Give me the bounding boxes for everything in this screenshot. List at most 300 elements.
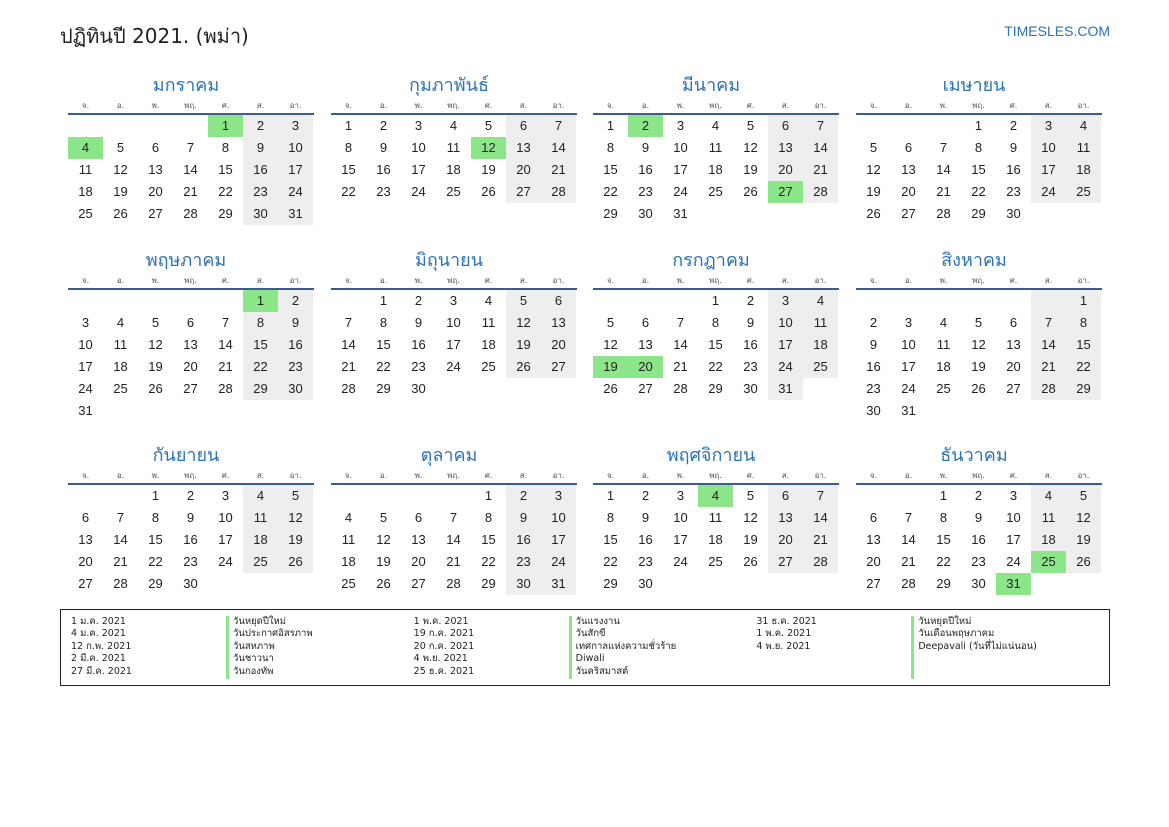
day-cell: 30 — [638, 206, 653, 221]
day-cell: 25 — [243, 551, 278, 573]
weekday-header — [68, 470, 314, 485]
holiday-name: Diwali — [575, 653, 605, 665]
day-cell: 21 — [901, 554, 916, 569]
weekday-label: จ. — [344, 471, 353, 480]
day-cell: 20 — [78, 554, 93, 569]
empty-cell — [856, 115, 891, 137]
day-cell: 2 — [746, 293, 755, 308]
holiday-date: 4 พ.ย. 2021 — [413, 653, 468, 665]
day-cell: 18 — [481, 337, 496, 352]
day-cell: 3 — [449, 293, 458, 308]
day-cell: 13 — [506, 137, 541, 159]
day-cell: 2 — [243, 115, 278, 137]
day-cell: 24 — [673, 554, 688, 569]
day-cell: 16 — [278, 334, 313, 356]
weekday-label: พ. — [414, 101, 423, 110]
weekday-label: จ. — [606, 276, 615, 285]
day-cell: 1 — [974, 118, 983, 133]
page-title: ปฏิทินปี 2021. (พม่า) — [60, 24, 249, 48]
weekday-label: อ. — [379, 471, 388, 480]
day-cell: 10 — [1006, 510, 1021, 525]
day-cell: 17 — [278, 159, 313, 181]
day-cell: 22 — [341, 184, 356, 199]
day-cell: 14 — [1031, 334, 1066, 356]
day-cell: 14 — [673, 337, 688, 352]
day-cell: 6 — [768, 115, 803, 137]
weekday-label: พ. — [151, 276, 160, 285]
weekday-label: ศ. — [1009, 276, 1018, 285]
day-cell: 13 — [1006, 337, 1021, 352]
day-cell: 22 — [708, 359, 723, 374]
day-cell: 3 — [768, 290, 803, 312]
day-cell: 25 — [113, 381, 128, 396]
day-cell: 27 — [768, 181, 803, 203]
weekday-label: ส. — [519, 471, 528, 480]
day-cell: 4 — [1066, 115, 1101, 137]
day-cell: 3 — [278, 115, 313, 137]
day-cell: 10 — [768, 312, 803, 334]
day-cell: 21 — [113, 554, 128, 569]
day-cell: 29 — [481, 576, 496, 591]
week-row — [331, 115, 577, 137]
day-cell: 19 — [1066, 529, 1101, 551]
week-row — [856, 378, 1102, 400]
day-cell: 26 — [481, 184, 496, 199]
empty-cell — [278, 573, 313, 595]
holiday-date: 27 มี.ค. 2021 — [71, 665, 132, 677]
day-cell: 24 — [411, 184, 426, 199]
holiday-date: 4 พ.ย. 2021 — [756, 640, 811, 652]
day-cell: 7 — [803, 115, 838, 137]
day-cell: 22 — [243, 356, 278, 378]
day-cell: 8 — [939, 510, 948, 525]
weekday-label: ศ. — [221, 471, 230, 480]
month-name: มิถุนายน — [414, 250, 484, 271]
day-cell: 17 — [541, 529, 576, 551]
legend-column — [414, 616, 757, 679]
day-cell: 15 — [603, 162, 618, 177]
empty-cell — [698, 203, 733, 225]
week-row — [856, 159, 1102, 181]
empty-cell — [68, 290, 103, 312]
day-cell: 19 — [593, 356, 628, 378]
empty-cell — [856, 290, 891, 312]
week-row — [856, 203, 1102, 225]
day-cell: 14 — [541, 137, 576, 159]
day-cell: 26 — [506, 356, 541, 378]
holiday-name: วันหยุดปีใหม่ — [918, 616, 972, 627]
legend-dates — [71, 616, 226, 679]
day-cell: 12 — [1066, 507, 1101, 529]
week-row — [856, 115, 1102, 137]
weekday-label: อ. — [379, 101, 388, 110]
empty-cell — [208, 290, 243, 312]
weekday-label: ศ. — [484, 471, 493, 480]
holiday-name: เทศกาลแห่งความชั่วร้าย — [575, 640, 677, 652]
day-cell: 1 — [344, 118, 353, 133]
weekday-label: พฤ. — [447, 101, 460, 110]
day-cell: 16 — [638, 162, 653, 177]
week-row — [593, 181, 839, 203]
day-cell: 2 — [641, 488, 650, 503]
day-cell: 17 — [78, 359, 93, 374]
day-cell: 5 — [746, 118, 755, 133]
empty-cell — [803, 203, 838, 225]
day-cell: 18 — [708, 162, 723, 177]
empty-cell — [68, 485, 103, 507]
day-cell: 21 — [936, 184, 951, 199]
day-cell: 14 — [936, 162, 951, 177]
day-cell: 31 — [996, 573, 1031, 595]
day-cell: 30 — [243, 203, 278, 225]
weekday-label: อ. — [904, 471, 913, 480]
day-cell: 2 — [379, 118, 388, 133]
week-row — [593, 312, 839, 334]
empty-cell — [1031, 400, 1066, 422]
day-cell: 6 — [81, 510, 90, 525]
month-calendar — [856, 72, 1102, 225]
day-cell: 11 — [481, 315, 496, 330]
day-cell: 10 — [673, 140, 688, 155]
day-cell: 2 — [278, 290, 313, 312]
day-cell: 11 — [243, 507, 278, 529]
empty-cell — [173, 115, 208, 137]
day-cell: 24 — [768, 356, 803, 378]
day-cell: 4 — [698, 485, 733, 507]
day-cell: 10 — [446, 315, 461, 330]
week-row — [68, 551, 314, 573]
day-cell: 14 — [446, 532, 461, 547]
day-cell: 27 — [768, 551, 803, 573]
day-cell: 27 — [901, 206, 916, 221]
day-cell: 11 — [113, 337, 128, 352]
weekday-label: ศ. — [484, 276, 493, 285]
day-cell: 11 — [708, 140, 723, 155]
empty-cell — [593, 290, 628, 312]
day-cell: 17 — [446, 337, 461, 352]
weekday-label: ศ. — [746, 276, 755, 285]
day-cell: 29 — [148, 576, 163, 591]
day-cell: 13 — [183, 337, 198, 352]
weekday-label: จ. — [81, 276, 90, 285]
day-cell: 7 — [449, 510, 458, 525]
day-cell: 8 — [484, 510, 493, 525]
week-row — [68, 400, 314, 422]
empty-cell — [733, 573, 768, 595]
day-cell: 17 — [411, 162, 426, 177]
day-cell: 5 — [869, 140, 878, 155]
holiday-name: วันสักขี — [575, 628, 606, 640]
weekday-label: ส. — [519, 101, 528, 110]
weekday-label: พ. — [939, 471, 948, 480]
day-cell: 4 — [484, 293, 493, 308]
month-calendar — [593, 442, 839, 595]
day-cell: 3 — [541, 485, 576, 507]
week-row — [856, 551, 1102, 573]
weekday-label: พ. — [676, 471, 685, 480]
day-cell: 6 — [541, 290, 576, 312]
day-cell: 28 — [341, 381, 356, 396]
weekday-label: ส. — [256, 471, 265, 480]
day-cell: 31 — [278, 203, 313, 225]
day-cell: 1 — [1066, 290, 1101, 312]
legend-dates — [756, 616, 911, 679]
holiday-date: 1 ม.ค. 2021 — [71, 616, 126, 627]
week-row — [331, 529, 577, 551]
weekday-label: อ. — [641, 276, 650, 285]
weekday-label: พ. — [676, 101, 685, 110]
day-cell: 22 — [218, 184, 233, 199]
day-cell: 22 — [936, 554, 951, 569]
day-cell: 7 — [116, 510, 125, 525]
day-cell: 25 — [1031, 551, 1066, 573]
day-cell: 23 — [743, 359, 758, 374]
day-cell: 24 — [1031, 181, 1066, 203]
empty-cell — [1031, 203, 1066, 225]
day-cell: 6 — [869, 510, 878, 525]
day-cell: 31 — [901, 403, 916, 418]
day-cell: 8 — [243, 312, 278, 334]
week-row — [856, 334, 1102, 356]
day-cell: 7 — [344, 315, 353, 330]
week-row — [331, 290, 577, 312]
day-cell: 12 — [743, 140, 758, 155]
holiday-date: 1 พ.ค. 2021 — [413, 616, 469, 627]
day-cell: 9 — [506, 507, 541, 529]
day-cell: 2 — [506, 485, 541, 507]
week-row — [68, 181, 314, 203]
day-cell: 28 — [1031, 378, 1066, 400]
day-cell: 9 — [746, 315, 755, 330]
day-cell: 29 — [603, 206, 618, 221]
day-cell: 28 — [218, 381, 233, 396]
week-row — [331, 159, 577, 181]
day-cell: 19 — [278, 529, 313, 551]
week-row — [593, 203, 839, 225]
day-cell: 25 — [481, 359, 496, 374]
holiday-date: 31 ธ.ค. 2021 — [756, 616, 817, 627]
month-calendar — [856, 247, 1102, 422]
month-name: ตุลาคม — [420, 445, 478, 466]
day-cell: 15 — [1066, 334, 1101, 356]
day-cell: 7 — [803, 485, 838, 507]
day-cell: 17 — [901, 359, 916, 374]
day-cell: 31 — [78, 403, 93, 418]
holiday-date: 1 พ.ค. 2021 — [756, 628, 812, 640]
day-cell: 6 — [186, 315, 195, 330]
day-cell: 15 — [971, 162, 986, 177]
weekday-label: พฤ. — [972, 471, 985, 480]
weekday-label: จ. — [606, 471, 615, 480]
day-cell: 3 — [1031, 115, 1066, 137]
week-row — [593, 334, 839, 356]
day-cell: 5 — [484, 118, 493, 133]
holiday-name: วันสหภาพ — [233, 640, 275, 652]
empty-cell — [366, 485, 401, 507]
day-cell: 23 — [183, 554, 198, 569]
month-name: กรกฎาคม — [672, 250, 750, 271]
empty-cell — [103, 485, 138, 507]
week-row — [68, 159, 314, 181]
day-cell: 1 — [151, 488, 160, 503]
day-cell: 25 — [708, 554, 723, 569]
weekday-header — [593, 100, 839, 115]
month-calendar — [593, 72, 839, 225]
day-cell: 11 — [78, 162, 93, 177]
day-cell: 22 — [148, 554, 163, 569]
day-cell: 2 — [414, 293, 423, 308]
day-cell: 31 — [541, 573, 576, 595]
day-cell: 9 — [414, 315, 423, 330]
day-cell: 22 — [603, 184, 618, 199]
empty-cell — [506, 378, 541, 400]
week-row — [856, 529, 1102, 551]
day-cell: 23 — [411, 359, 426, 374]
holiday-date: 19 ก.ค. 2021 — [413, 628, 475, 640]
weekday-label: ศ. — [484, 101, 493, 110]
day-cell: 20 — [901, 184, 916, 199]
day-cell: 18 — [803, 334, 838, 356]
week-row — [68, 529, 314, 551]
weekday-header — [593, 470, 839, 485]
week-row — [593, 290, 839, 312]
empty-cell — [961, 290, 996, 312]
day-cell: 26 — [376, 576, 391, 591]
week-row — [331, 356, 577, 378]
day-cell: 28 — [113, 576, 128, 591]
week-row — [68, 137, 314, 159]
weekday-label: จ. — [81, 471, 90, 480]
weekday-label: พ. — [151, 471, 160, 480]
day-cell: 26 — [743, 554, 758, 569]
day-cell: 17 — [218, 532, 233, 547]
weekday-label: ส. — [781, 276, 790, 285]
day-cell: 13 — [541, 312, 576, 334]
weekday-label: ศ. — [746, 101, 755, 110]
weekday-label: อา. — [814, 101, 827, 110]
day-cell: 16 — [506, 529, 541, 551]
weekday-label: จ. — [869, 276, 878, 285]
day-cell: 29 — [936, 576, 951, 591]
day-cell: 19 — [148, 359, 163, 374]
holiday-date: 20 ก.ค. 2021 — [413, 640, 475, 652]
day-cell: 6 — [1009, 315, 1018, 330]
day-cell: 24 — [446, 359, 461, 374]
week-row — [68, 290, 314, 312]
empty-cell — [103, 400, 138, 422]
day-cell: 15 — [708, 337, 723, 352]
day-cell: 4 — [1031, 485, 1066, 507]
day-cell: 8 — [221, 140, 230, 155]
day-cell: 30 — [971, 576, 986, 591]
week-row — [856, 400, 1102, 422]
day-cell: 6 — [151, 140, 160, 155]
day-cell: 9 — [379, 140, 388, 155]
weekday-label: อ. — [641, 471, 650, 480]
month-name: สิงหาคม — [941, 250, 1007, 271]
day-cell: 18 — [243, 529, 278, 551]
day-cell: 3 — [414, 118, 423, 133]
day-cell: 30 — [743, 381, 758, 396]
month-calendar — [331, 72, 577, 203]
day-cell: 26 — [743, 184, 758, 199]
day-cell: 29 — [708, 381, 723, 396]
month-calendar — [68, 72, 314, 225]
day-cell: 18 — [446, 162, 461, 177]
day-cell: 2 — [869, 315, 878, 330]
weekday-label: ส. — [1044, 471, 1053, 480]
day-cell: 9 — [243, 137, 278, 159]
month-calendar — [68, 442, 314, 595]
day-cell: 28 — [183, 206, 198, 221]
site-link[interactable]: TIMESLES.COM — [1004, 23, 1110, 39]
day-cell: 20 — [1006, 359, 1021, 374]
day-cell: 22 — [971, 184, 986, 199]
weekday-label: จ. — [81, 101, 90, 110]
weekday-header — [68, 275, 314, 290]
week-row — [68, 485, 314, 507]
weekday-header — [68, 100, 314, 115]
day-cell: 25 — [78, 206, 93, 221]
month-calendar — [331, 442, 577, 595]
weekday-label: อา. — [814, 276, 827, 285]
day-cell: 8 — [711, 315, 720, 330]
day-cell: 15 — [603, 532, 618, 547]
empty-cell — [173, 290, 208, 312]
month-calendar — [68, 247, 314, 422]
weekday-label: อา. — [552, 101, 565, 110]
holiday-name: วันหยุดปีใหม่ — [233, 616, 287, 627]
empty-cell — [1066, 573, 1101, 595]
day-cell: 20 — [148, 184, 163, 199]
month-calendar — [593, 247, 839, 400]
day-cell: 4 — [449, 118, 458, 133]
week-row — [331, 485, 577, 507]
weekday-label: ส. — [256, 276, 265, 285]
day-cell: 16 — [183, 532, 198, 547]
weekday-label: พฤ. — [709, 276, 722, 285]
empty-cell — [278, 400, 313, 422]
day-cell: 14 — [803, 507, 838, 529]
legend-names — [226, 616, 414, 679]
week-row — [856, 312, 1102, 334]
day-cell: 28 — [446, 576, 461, 591]
legend-names — [569, 616, 757, 679]
weekday-label: อา. — [289, 471, 302, 480]
day-cell: 7 — [541, 115, 576, 137]
weekday-label: พฤ. — [972, 101, 985, 110]
day-cell: 20 — [866, 554, 881, 569]
day-cell: 19 — [481, 162, 496, 177]
day-cell: 21 — [673, 359, 688, 374]
day-cell: 12 — [278, 507, 313, 529]
weekday-label: พ. — [939, 101, 948, 110]
day-cell: 10 — [1031, 137, 1066, 159]
week-row — [331, 137, 577, 159]
empty-cell — [891, 290, 926, 312]
holiday-date: 4 ม.ค. 2021 — [71, 628, 126, 640]
weekday-label: จ. — [344, 101, 353, 110]
day-cell: 24 — [673, 184, 688, 199]
day-cell: 13 — [78, 532, 93, 547]
holiday-date: 12 ก.พ. 2021 — [71, 640, 132, 652]
day-cell: 4 — [711, 118, 720, 133]
day-cell: 27 — [1006, 381, 1021, 396]
day-cell: 19 — [743, 162, 758, 177]
day-cell: 16 — [971, 532, 986, 547]
day-cell: 7 — [904, 510, 913, 525]
week-row — [331, 573, 577, 595]
